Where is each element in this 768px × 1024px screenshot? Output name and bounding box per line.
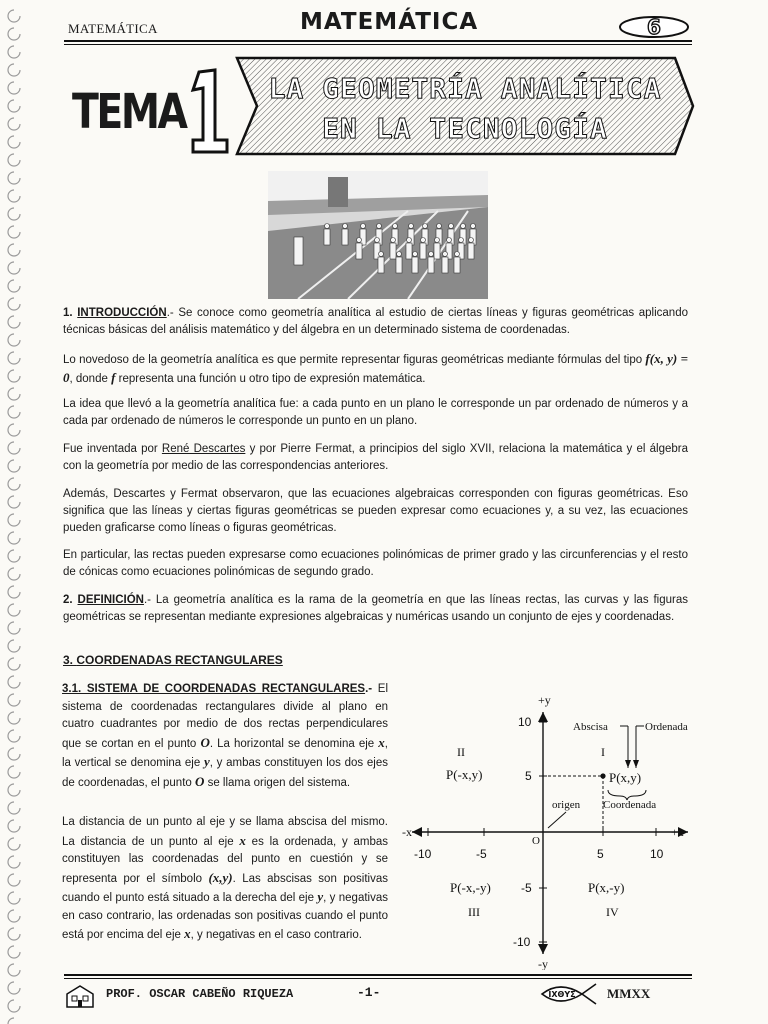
spiral-ring (8, 352, 20, 364)
section3-number: 3. (63, 653, 74, 667)
spiral-ring (8, 550, 20, 562)
spiral-ring (8, 46, 20, 58)
tick-y-5: 5 (525, 769, 532, 783)
marcher-figure (442, 257, 448, 273)
spiral-ring (8, 910, 20, 922)
s31b-t2: es la ordenada, y ambas constituyen las coordenadas del punto en cuestión y se representa por el símbolo (62, 835, 389, 885)
marcher-figure (468, 243, 474, 259)
spiral-ring (8, 280, 20, 292)
spiral-ring (8, 766, 20, 778)
point-q3-label: P(-x,-y) (450, 880, 491, 895)
spiral-ring (8, 334, 20, 346)
marcher-head (357, 238, 362, 243)
s31-t3: , la vertical se denomina eje (62, 737, 388, 769)
section31-heading: 3.1. SISTEMA DE COORDENADAS RECTANGULARES (62, 683, 366, 695)
spiral-ring (8, 640, 20, 652)
tick-x-neg10: -10 (414, 847, 432, 861)
marcher-figure (390, 243, 396, 259)
intro-paragraph: 1. INTRODUCCIÓN.- Se conoce como geometría analítica al estudio de ciertas líneas y figuras geométricas aplicando técnicas básicas del análisis matemático y del álgebra en un determinado sistema de coordenadas. (63, 307, 688, 336)
definition-paragraph (63, 592, 688, 626)
spiral-ring (8, 622, 20, 634)
tema-title-line2: EN LA TECNOLOGÍA (322, 112, 608, 145)
marcher-figure (342, 229, 348, 245)
marcher-head (449, 224, 454, 229)
marcher-head (397, 252, 402, 257)
ordenada-label: Ordenada (645, 721, 688, 733)
grade-number: 6 (647, 15, 661, 39)
s31-t4: , y ambas constituyen los dos ejes de coordenadas, el punto (62, 757, 388, 789)
spiral-ring (8, 838, 20, 850)
spiral-ring (8, 532, 20, 544)
origin-label: O (532, 835, 540, 847)
spiral-ring (8, 730, 20, 742)
spiral-ring (8, 1000, 20, 1012)
grade-badge (618, 14, 690, 40)
quadrant-2-label: II (457, 745, 465, 759)
equations-paragraph: Además, Descartes y Fermat observaron, que las ecuaciones algebraicas corresponden con figuras geométricas. Eso significa que las líneas y ciertas figuras geométricas se pueden expresar como ecuaciones y, a su vez, las ecuaciones pueden graficarse como líneas o figuras geométricas. (63, 488, 688, 534)
marcher-figure (378, 257, 384, 273)
marcher-head (437, 224, 442, 229)
point-q1-label: P(x,y) (609, 770, 642, 785)
s31-x1: x (378, 734, 385, 750)
marcher-head (375, 238, 380, 243)
spiral-ring (8, 802, 20, 814)
spiral-ring (8, 298, 20, 310)
spiral-ring (8, 874, 20, 886)
spiral-ring (8, 406, 20, 418)
tema-label: TEMA (72, 84, 186, 140)
marcher-head (343, 224, 348, 229)
marcher-figure (356, 243, 362, 259)
s31b-x1: x (239, 832, 246, 848)
spiral-ring (8, 892, 20, 904)
marcher-figure (428, 257, 434, 273)
spiral-ring (8, 190, 20, 202)
ichthys-fish-logo (540, 982, 600, 1006)
spiral-ring (8, 964, 20, 976)
conics-paragraph: En particular, las rectas pueden expresarse como ecuaciones polinómicas de primer grado y las circunferencias y el resto de cónicas como ecuaciones polinómicas de segundo grado. (63, 549, 688, 578)
s31b-t4: , y negativas en caso contrario, las ordenadas son positivas cuando el punto está por encima del eje (62, 892, 388, 941)
spiral-ring (8, 820, 20, 832)
spiral-ring (8, 460, 20, 472)
spiral-ring (8, 442, 20, 454)
s31b-t5: , y negativas en el caso contrario. (190, 929, 362, 941)
spiral-ring (8, 748, 20, 760)
spiral-ring (8, 64, 20, 76)
section3-heading (63, 653, 283, 667)
marcher-head (447, 238, 452, 243)
marcher-head (443, 252, 448, 257)
s31-t1: El sistema de coordenadas rectangulares divide al plano en cuatro cuadrantes por medio de dos rectas perpendiculares que se cortan en el punto (62, 683, 388, 750)
point-marker (600, 773, 605, 778)
spiral-ring (8, 928, 20, 940)
spiral-ring (8, 100, 20, 112)
s31b-t1: La distancia de un punto al eje y se llama abscisa del mismo. La distancia de un punto al eje (62, 816, 388, 848)
origin-word-label: origen (552, 799, 581, 811)
marcher-head (471, 224, 476, 229)
footer-author: PROF. OSCAR CABEÑO RIQUEZA (106, 987, 294, 1001)
idea-paragraph: La idea que llevó a la geometría analítica fue: a cada punto en un plano le corresponde un par ordenado de números y a cada par ordenado de números le corresponde un punto en un plano. (63, 398, 688, 427)
s31b-y1: y (317, 889, 324, 904)
y-pos-label: +y (538, 693, 551, 707)
history-text-a: Fue inventada por (63, 443, 162, 455)
spiral-ring (8, 10, 20, 22)
marcher-figure (454, 257, 460, 273)
marcher-head (469, 238, 474, 243)
spiral-ring (8, 370, 20, 382)
intro-text: .- Se conoce como geometría analítica al estudio de ciertas líneas y figuras geométricas aplicando técnicas básicas del análisis matemático y del álgebra en un determinado sistema de coordenadas. (63, 307, 688, 336)
spiral-ring (8, 604, 20, 616)
y-neg-arrow-icon (538, 944, 548, 954)
footer-page-number: -1- (357, 985, 381, 1000)
s31-y1: y (203, 754, 210, 769)
y-pos-arrow-icon (538, 712, 548, 722)
x-pos-label: +x (671, 825, 684, 839)
header-subject-label: MATEMÁTICA (68, 21, 158, 36)
marcher-head (361, 224, 366, 229)
spiral-ring (8, 388, 20, 400)
definition-heading: DEFINICIÓN (77, 594, 144, 606)
marcher-figure (324, 229, 330, 245)
tema-number (185, 66, 237, 158)
intro-heading: INTRODUCCIÓN (77, 307, 167, 319)
marcher-head (421, 238, 426, 243)
formula-f: f (111, 370, 116, 385)
spiral-ring (8, 118, 20, 130)
spiral-ring (8, 244, 20, 256)
spiral-ring (8, 712, 20, 724)
marcher-head (391, 238, 396, 243)
header-rule-thin (64, 44, 692, 45)
coordenada-label: Coordenada (603, 799, 657, 811)
definition-number: 2. (63, 594, 73, 606)
section31-paragraph (62, 681, 388, 792)
point-q4-label: P(x,-y) (588, 880, 625, 895)
spiral-binding (0, 0, 30, 1024)
marcher-figure (360, 229, 366, 245)
school-building-icon (64, 982, 96, 1010)
marcher-figure (434, 243, 440, 259)
formula: f(x, y) = 0 (63, 351, 689, 385)
x-neg-arrow-icon (412, 827, 422, 837)
marcher-head (455, 252, 460, 257)
header-title: MATEMÁTICA (300, 9, 479, 35)
marcher-head (435, 238, 440, 243)
section31-suffix: .- (365, 683, 373, 695)
formula-text-b: , donde (69, 373, 112, 385)
leader-figure (294, 237, 303, 265)
tick-y-neg5: -5 (521, 881, 532, 895)
marcher-head (407, 238, 412, 243)
s31-t2: . La horizontal se denomina eje (209, 737, 379, 750)
tema-title-line1: LA GEOMETRÍA ANALÍTICA (268, 72, 662, 105)
spiral-ring (8, 424, 20, 436)
spiral-ring (8, 946, 20, 958)
formula-paragraph (63, 350, 688, 388)
marcher-figure (374, 243, 380, 259)
spiral-ring (8, 658, 20, 670)
marcher-head (423, 224, 428, 229)
descartes-name: René Descartes (161, 443, 246, 455)
spiral-ring (8, 226, 20, 238)
s31-t5: se llama origen del sistema. (204, 776, 351, 789)
tema-number-text: 1 (185, 66, 186, 67)
marcher-figure (396, 257, 402, 273)
s31b-x2: x (184, 926, 191, 941)
definition-text: .- La geometría analítica es la rama de la geometría en que las líneas rectas, las curvas y las figuras geométricas se representan mediante expresiones algebraicas y numéricas usando un conjunto de ejes y coordenadas. (63, 594, 688, 623)
spiral-ring (8, 478, 20, 490)
header-rule (64, 40, 692, 42)
formula-text-a: Lo novedoso de la geometría analítica es que permite representar figuras geométricas mediante fórmulas del tipo (63, 354, 646, 366)
tick-y-10: 10 (518, 715, 532, 729)
marcher-head (413, 252, 418, 257)
quadrant-1-label: I (601, 745, 605, 759)
marcher-figure (406, 243, 412, 259)
y-neg-label: -y (538, 957, 548, 970)
tick-x-5: 5 (597, 847, 604, 861)
history-text-b: y por Pierre Fermat, a principios del siglo XVII, relaciona la matemática y el álgebra con la geometría por medio de las correspondencias anteriores. (63, 443, 688, 472)
tick-y-neg10: -10 (513, 935, 531, 949)
tick-x-neg5: -5 (476, 847, 487, 861)
spiral-ring (8, 82, 20, 94)
footer-year: MMXX (607, 986, 651, 1001)
marcher-figure (458, 243, 464, 259)
svg-text:ΙΧΘΥΣ: ΙΧΘΥΣ (548, 990, 576, 999)
quadrant-4-label: IV (606, 905, 619, 919)
marcher-head (459, 238, 464, 243)
spiral-ring (8, 136, 20, 148)
history-paragraph (63, 441, 688, 475)
footer-rule-thin (64, 978, 692, 979)
cartesian-plane-diagram (398, 690, 698, 970)
s31-o2: O (195, 773, 205, 789)
spiral-ring (8, 28, 20, 40)
quadrant-3-label: III (468, 905, 480, 919)
spiral-ring (8, 316, 20, 328)
marching-students-photo (268, 171, 488, 299)
marcher-figure (446, 243, 452, 259)
spiral-ring (8, 568, 20, 580)
marcher-figure (412, 257, 418, 273)
spiral-ring (8, 208, 20, 220)
section31-distance-paragraph (62, 814, 388, 945)
spiral-ring (8, 784, 20, 796)
marcher-head (325, 224, 330, 229)
spiral-ring (8, 154, 20, 166)
s31b-xy: (x,y) (208, 869, 233, 885)
spiral-ring (8, 496, 20, 508)
spiral-ring (8, 1018, 20, 1024)
spiral-ring (8, 676, 20, 688)
x-neg-label: -x (402, 825, 412, 839)
s31-o1: O (200, 734, 210, 750)
spiral-ring (8, 514, 20, 526)
footer-rule (64, 974, 692, 976)
spiral-ring (8, 586, 20, 598)
marcher-figure (420, 243, 426, 259)
spiral-ring (8, 694, 20, 706)
abscisa-label: Abscisa (573, 721, 608, 733)
formula-text-c: representa una función u otro tipo de expresión matemática. (115, 373, 426, 385)
marcher-head (377, 224, 382, 229)
section3-title: COORDENADAS RECTANGULARES (76, 653, 283, 667)
marcher-head (461, 224, 466, 229)
s31b-t3: . Las abscisas son positivas cuando el punto está situado a la derecha del eje (62, 872, 388, 904)
point-q2-label: P(-x,y) (446, 767, 483, 782)
tick-x-10: 10 (650, 847, 664, 861)
spiral-ring (8, 262, 20, 274)
spiral-ring (8, 982, 20, 994)
marcher-head (409, 224, 414, 229)
marcher-head (429, 252, 434, 257)
marcher-head (379, 252, 384, 257)
spiral-ring (8, 172, 20, 184)
spiral-ring (8, 856, 20, 868)
marcher-head (393, 224, 398, 229)
